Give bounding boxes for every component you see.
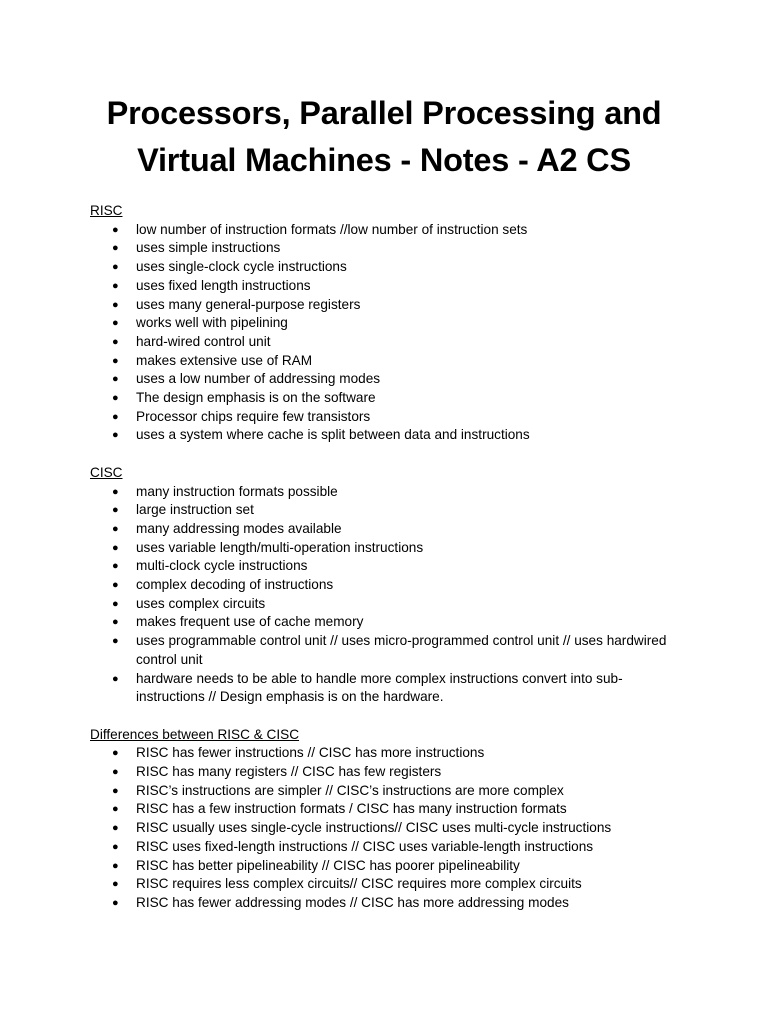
list-item-text: RISC has many registers // CISC has few registers [136, 764, 442, 780]
list-item [90, 314, 684, 333]
bullet-icon: ● [112, 485, 119, 498]
list-item-text: Processor chips require few transistors [136, 408, 371, 424]
list-item [90, 763, 684, 782]
list-item-text: uses programmable control unit // uses micro-programmed control unit // uses hardwired control unit [136, 633, 667, 667]
list-item [90, 239, 684, 258]
list-item [90, 296, 684, 315]
bullet-list [90, 483, 710, 707]
bullet-icon: ● [112, 859, 119, 872]
page-title [40, 90, 728, 184]
list-item [90, 501, 684, 520]
list-item [90, 333, 684, 352]
list-item-text: works well with pipelining [136, 315, 288, 331]
bullet-icon: ● [112, 522, 119, 535]
list-item-text: multi-clock cycle instructions [136, 558, 308, 574]
list-item-text: makes extensive use of RAM [136, 352, 313, 368]
list-item-text: uses a system where cache is split between data and instructions [136, 427, 530, 443]
bullet-icon: ● [112, 766, 119, 779]
list-item-text: RISC usually uses single-cycle instructions// CISC uses multi-cycle instructions [136, 820, 612, 836]
section-cisc [90, 464, 710, 707]
list-item [90, 370, 684, 389]
list-item-text: makes frequent use of cache memory [136, 614, 364, 630]
list-item [90, 613, 684, 632]
page-title-line-2: Virtual Machines - Notes - A2 CS [137, 142, 631, 178]
list-item [90, 389, 684, 408]
list-item-text: complex decoding of instructions [136, 577, 334, 593]
list-item [90, 576, 684, 595]
list-item [90, 670, 684, 707]
list-item [90, 894, 684, 913]
list-item [90, 557, 684, 576]
bullet-icon: ● [112, 560, 119, 573]
list-item [90, 258, 684, 277]
list-item-text: RISC has fewer instructions // CISC has more instructions [136, 745, 485, 761]
bullet-icon: ● [112, 541, 119, 554]
bullet-icon: ● [112, 410, 119, 423]
bullet-icon: ● [112, 392, 119, 405]
bullet-icon: ● [112, 317, 119, 330]
section-risc [90, 202, 710, 445]
list-item-text: RISC’s instructions are simpler // CISC’s instructions are more complex [136, 782, 564, 798]
document-body [90, 202, 710, 913]
bullet-icon: ● [112, 223, 119, 236]
list-item-text: RISC requires less complex circuits// CISC requires more complex circuits [136, 876, 582, 892]
section-heading: RISC [90, 203, 123, 218]
list-item [90, 875, 684, 894]
list-item [90, 520, 684, 539]
bullet-icon: ● [112, 747, 119, 760]
bullet-icon: ● [112, 279, 119, 292]
list-item [90, 539, 684, 558]
bullet-icon: ● [112, 840, 119, 853]
section-heading: Differences between RISC & CISC [90, 726, 300, 742]
list-item-text: uses fixed length instructions [136, 277, 311, 293]
bullet-icon: ● [112, 784, 119, 797]
bullet-icon: ● [112, 335, 119, 348]
bullet-icon: ● [112, 242, 119, 255]
list-item-text: uses a low number of addressing modes [136, 371, 381, 387]
section-differences-between-risc-cisc [90, 726, 710, 913]
list-item-text: RISC uses fixed-length instructions // CISC uses variable-length instructions [136, 838, 594, 854]
bullet-icon: ● [112, 261, 119, 274]
list-item-text: many instruction formats possible [136, 483, 338, 499]
list-item [90, 483, 684, 502]
bullet-icon: ● [112, 672, 119, 685]
bullet-icon: ● [112, 822, 119, 835]
list-item-text: uses simple instructions [136, 240, 281, 256]
list-item [90, 277, 684, 296]
bullet-icon: ● [112, 298, 119, 311]
list-item-text: hard-wired control unit [136, 333, 271, 349]
list-item-text: uses single-clock cycle instructions [136, 259, 347, 275]
bullet-list [90, 744, 710, 912]
list-item [90, 595, 684, 614]
list-item [90, 819, 684, 838]
section-heading: CISC [90, 464, 123, 480]
list-item-text: uses variable length/multi-operation instructions [136, 539, 424, 555]
list-item-text: uses complex circuits [136, 595, 266, 611]
bullet-icon: ● [112, 803, 119, 816]
list-item-text: RISC has a few instruction formats / CISC has many instruction formats [136, 801, 567, 817]
list-item-text: RISC has fewer addressing modes // CISC has more addressing modes [136, 894, 569, 910]
bullet-icon: ● [112, 579, 119, 592]
list-item [90, 221, 684, 240]
list-item [90, 352, 684, 371]
bullet-icon: ● [112, 504, 119, 517]
list-item-text: hardware needs to be able to handle more complex instructions convert into sub-instructions // Design emphasis is on the hardware. [136, 670, 623, 705]
page-title-line-1: Processors, Parallel Processing and [106, 95, 662, 131]
list-item [90, 857, 684, 876]
list-item [90, 782, 684, 801]
bullet-icon: ● [112, 354, 119, 367]
bullet-icon: ● [112, 373, 119, 386]
list-item [90, 838, 684, 857]
bullet-list [90, 221, 710, 445]
bullet-icon: ● [112, 896, 119, 909]
list-item [90, 408, 684, 427]
bullet-icon: ● [112, 429, 119, 442]
list-item [90, 426, 684, 445]
bullet-icon: ● [112, 878, 119, 891]
list-item-text: many addressing modes available [136, 520, 342, 536]
bullet-icon: ● [112, 635, 119, 648]
list-item-text: uses many general-purpose registers [136, 296, 361, 312]
list-item-text: RISC has better pipelineability // CISC has poorer pipelineability [136, 857, 520, 873]
list-item [90, 800, 684, 819]
list-item [90, 744, 684, 763]
list-item-text: low number of instruction formats //low number of instruction sets [136, 221, 528, 237]
bullet-icon: ● [112, 597, 119, 610]
list-item-text: The design emphasis is on the software [136, 390, 376, 406]
list-item-text: large instruction set [136, 502, 254, 518]
list-item [90, 632, 684, 669]
bullet-icon: ● [112, 616, 119, 629]
